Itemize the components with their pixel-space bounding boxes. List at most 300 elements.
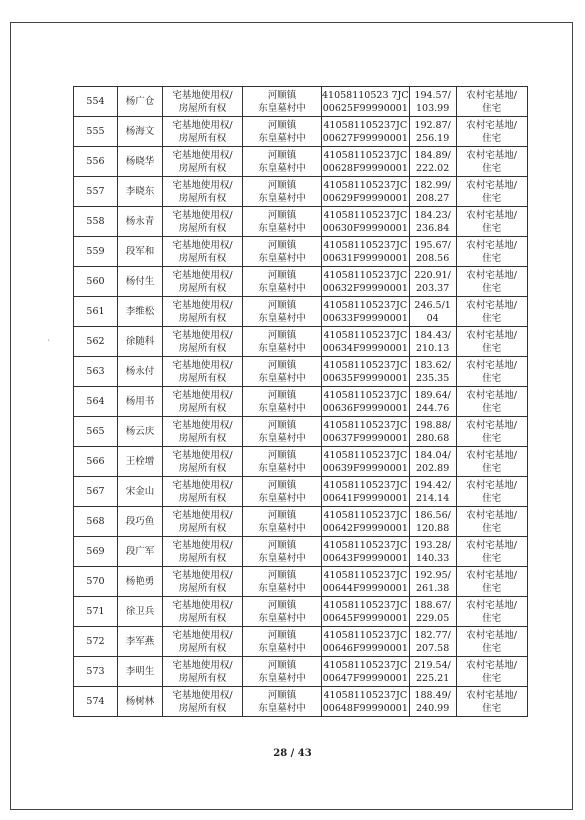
land-use-line: 农村宅基地/ <box>466 629 517 641</box>
land-use-line: 农村宅基地/ <box>466 419 517 431</box>
location-line: 东皇墓村中 <box>258 462 306 474</box>
land-use-line: 住宅 <box>482 432 502 444</box>
land-use-cell <box>456 87 527 117</box>
unit-code-line: 410581105237JC <box>323 449 408 461</box>
location-line: 河顺镇 <box>267 149 297 161</box>
unit-code-cell <box>322 477 410 507</box>
owner-name-cell: 杨永青 <box>118 207 163 237</box>
area-cell <box>409 627 456 657</box>
area-cell <box>409 597 456 627</box>
right-type-line: 房屋所有权 <box>178 192 227 204</box>
land-use-line: 住宅 <box>482 222 502 234</box>
location-cell <box>243 567 322 597</box>
unit-code-cell <box>322 207 410 237</box>
land-use-line: 农村宅基地/ <box>466 479 517 491</box>
location-cell <box>243 177 322 207</box>
row-number-cell: 561 <box>74 297 118 327</box>
unit-code-line: 00629F99990001 <box>322 192 408 204</box>
row-number-cell: 560 <box>74 267 118 297</box>
land-use-line: 住宅 <box>482 282 502 294</box>
land-use-line: 农村宅基地/ <box>466 599 517 611</box>
unit-code-cell <box>322 117 410 147</box>
unit-code-cell <box>322 537 410 567</box>
land-use-line: 农村宅基地/ <box>466 209 517 221</box>
area-line: 120.88 <box>416 522 450 534</box>
unit-code-line: 410581105237JC <box>323 629 408 641</box>
right-type-cell <box>163 87 243 117</box>
area-line: 194.57/ <box>414 89 451 101</box>
location-line: 河顺镇 <box>267 359 297 371</box>
location-line: 河顺镇 <box>267 539 297 551</box>
location-line: 东皇墓村中 <box>258 492 306 504</box>
right-type-line: 宅基地使用权/ <box>172 539 233 551</box>
area-cell <box>409 327 456 357</box>
location-line: 河顺镇 <box>267 599 297 611</box>
unit-code-line: 41058110523 7JC <box>322 89 409 101</box>
row-number-cell: 565 <box>74 417 118 447</box>
location-line: 东皇墓村中 <box>258 252 306 264</box>
location-line: 河顺镇 <box>267 479 297 491</box>
land-use-line: 住宅 <box>482 522 502 534</box>
right-type-cell <box>163 207 243 237</box>
land-use-cell <box>456 357 527 387</box>
right-type-line: 宅基地使用权/ <box>172 179 233 191</box>
unit-code-line: 410581105237JC <box>323 389 408 401</box>
right-type-cell <box>163 687 243 717</box>
land-use-cell <box>456 147 527 177</box>
location-cell <box>243 687 322 717</box>
land-use-cell <box>456 237 527 267</box>
area-line: 194.42/ <box>414 479 451 491</box>
unit-code-line: 00625F99990001 <box>322 102 408 114</box>
table-row <box>74 297 528 327</box>
location-line: 东皇墓村中 <box>258 132 306 144</box>
area-cell <box>409 687 456 717</box>
right-type-line: 宅基地使用权/ <box>172 209 233 221</box>
unit-code-line: 410581105237JC <box>323 569 408 581</box>
area-line: 183.62/ <box>414 359 451 371</box>
location-line: 东皇墓村中 <box>258 642 306 654</box>
owner-name-cell: 徐随科 <box>118 327 163 357</box>
location-cell <box>243 297 322 327</box>
right-type-line: 宅基地使用权/ <box>172 479 233 491</box>
row-number-cell: 571 <box>74 597 118 627</box>
area-line: 280.68 <box>416 432 450 444</box>
right-type-line: 宅基地使用权/ <box>172 329 233 341</box>
row-number-cell: 564 <box>74 387 118 417</box>
location-line: 东皇墓村中 <box>258 522 306 534</box>
land-use-line: 住宅 <box>482 102 502 114</box>
location-line: 河顺镇 <box>267 449 297 461</box>
right-type-cell <box>163 537 243 567</box>
unit-code-line: 00643F99990001 <box>322 552 408 564</box>
records-table <box>73 86 528 717</box>
unit-code-cell <box>322 357 410 387</box>
unit-code-cell <box>322 237 410 267</box>
unit-code-line: 00633F99990001 <box>322 312 408 324</box>
unit-code-line: 410581105237JC <box>323 359 408 371</box>
right-type-line: 房屋所有权 <box>178 312 227 324</box>
row-number-cell: 568 <box>74 507 118 537</box>
land-use-line: 住宅 <box>482 582 502 594</box>
location-cell <box>243 357 322 387</box>
row-number-cell: 562 <box>74 327 118 357</box>
location-line: 东皇墓村中 <box>258 372 306 384</box>
owner-name-cell: 杨海文 <box>118 117 163 147</box>
area-line: 229.05 <box>416 612 450 624</box>
row-number-cell: 554 <box>74 87 118 117</box>
unit-code-cell <box>322 657 410 687</box>
land-use-line: 农村宅基地/ <box>466 179 517 191</box>
unit-code-cell <box>322 387 410 417</box>
location-cell <box>243 537 322 567</box>
location-line: 东皇墓村中 <box>258 702 306 714</box>
area-line: 184.43/ <box>414 329 451 341</box>
right-type-cell <box>163 267 243 297</box>
unit-code-line: 410581105237JC <box>323 209 408 221</box>
right-type-line: 房屋所有权 <box>178 582 227 594</box>
land-use-line: 农村宅基地/ <box>466 389 517 401</box>
unit-code-cell <box>322 87 410 117</box>
area-line: 04 <box>426 312 439 324</box>
right-type-line: 宅基地使用权/ <box>172 89 233 101</box>
unit-code-line: 00631F99990001 <box>322 252 408 264</box>
right-type-line: 宅基地使用权/ <box>172 509 233 521</box>
area-line: 193.28/ <box>414 539 451 551</box>
right-type-line: 房屋所有权 <box>178 432 227 444</box>
location-line: 东皇墓村中 <box>258 432 306 444</box>
land-use-line: 农村宅基地/ <box>466 539 517 551</box>
land-use-cell <box>456 657 527 687</box>
area-cell <box>409 297 456 327</box>
location-line: 河顺镇 <box>267 119 297 131</box>
right-type-line: 房屋所有权 <box>178 342 227 354</box>
unit-code-line: 410581105237JC <box>323 659 408 671</box>
area-line: 188.49/ <box>414 689 451 701</box>
location-line: 河顺镇 <box>267 389 297 401</box>
area-line: 202.89 <box>416 462 450 474</box>
location-cell <box>243 387 322 417</box>
area-line: 261.38 <box>416 582 450 594</box>
land-use-line: 农村宅基地/ <box>466 359 517 371</box>
area-line: 103.99 <box>416 102 450 114</box>
row-number-cell: 569 <box>74 537 118 567</box>
land-use-line: 农村宅基地/ <box>466 689 517 701</box>
right-type-cell <box>163 177 243 207</box>
location-cell <box>243 207 322 237</box>
area-cell <box>409 117 456 147</box>
right-type-cell <box>163 447 243 477</box>
area-line: 184.04/ <box>414 449 451 461</box>
right-type-cell <box>163 327 243 357</box>
location-cell <box>243 117 322 147</box>
area-cell <box>409 417 456 447</box>
right-type-line: 房屋所有权 <box>178 552 227 564</box>
area-line: 220.91/ <box>414 269 451 281</box>
right-type-line: 房屋所有权 <box>178 612 227 624</box>
unit-code-cell <box>322 327 410 357</box>
area-cell <box>409 657 456 687</box>
owner-name-cell: 李明生 <box>118 657 163 687</box>
right-type-cell <box>163 237 243 267</box>
unit-code-line: 00635F99990001 <box>322 372 408 384</box>
table-row <box>74 267 528 297</box>
row-number-cell: 567 <box>74 477 118 507</box>
land-use-line: 农村宅基地/ <box>466 569 517 581</box>
land-use-line: 农村宅基地/ <box>466 299 517 311</box>
area-line: 192.87/ <box>414 119 451 131</box>
location-line: 东皇墓村中 <box>258 342 306 354</box>
right-type-line: 房屋所有权 <box>178 162 227 174</box>
location-cell <box>243 417 322 447</box>
unit-code-cell <box>322 627 410 657</box>
land-use-line: 农村宅基地/ <box>466 659 517 671</box>
land-use-line: 农村宅基地/ <box>466 509 517 521</box>
area-line: 240.99 <box>416 702 450 714</box>
land-use-line: 住宅 <box>482 162 502 174</box>
unit-code-line: 410581105237JC <box>323 599 408 611</box>
row-number-cell: 570 <box>74 567 118 597</box>
location-line: 东皇墓村中 <box>258 402 306 414</box>
area-cell <box>409 567 456 597</box>
land-use-line: 住宅 <box>482 342 502 354</box>
owner-name-cell: 段巧鱼 <box>118 507 163 537</box>
location-line: 河顺镇 <box>267 299 297 311</box>
location-line: 东皇墓村中 <box>258 162 306 174</box>
land-use-line: 住宅 <box>482 552 502 564</box>
land-use-line: 住宅 <box>482 702 502 714</box>
area-cell <box>409 477 456 507</box>
location-line: 河顺镇 <box>267 689 297 701</box>
unit-code-line: 410581105237JC <box>323 269 408 281</box>
land-use-line: 住宅 <box>482 402 502 414</box>
table-row <box>74 357 528 387</box>
right-type-line: 宅基地使用权/ <box>172 149 233 161</box>
location-line: 东皇墓村中 <box>258 282 306 294</box>
location-line: 东皇墓村中 <box>258 312 306 324</box>
land-use-cell <box>456 177 527 207</box>
owner-name-cell: 段广军 <box>118 537 163 567</box>
area-line: 203.37 <box>416 282 450 294</box>
unit-code-line: 00647F99990001 <box>322 672 408 684</box>
right-type-line: 宅基地使用权/ <box>172 659 233 671</box>
land-use-line: 住宅 <box>482 642 502 654</box>
unit-code-line: 00639F99990001 <box>322 462 408 474</box>
right-type-line: 房屋所有权 <box>178 372 227 384</box>
land-use-cell <box>456 387 527 417</box>
area-line: 195.67/ <box>414 239 451 251</box>
owner-name-cell: 王栓增 <box>118 447 163 477</box>
land-use-line: 农村宅基地/ <box>466 239 517 251</box>
owner-name-cell: 宋金山 <box>118 477 163 507</box>
area-line: 188.67/ <box>414 599 451 611</box>
unit-code-line: 410581105237JC <box>323 539 408 551</box>
right-type-line: 房屋所有权 <box>178 522 227 534</box>
owner-name-cell: 段军和 <box>118 237 163 267</box>
unit-code-line: 00642F99990001 <box>322 522 408 534</box>
right-type-line: 房屋所有权 <box>178 252 227 264</box>
land-use-cell <box>456 267 527 297</box>
unit-code-line: 00636F99990001 <box>322 402 408 414</box>
table-row <box>74 567 528 597</box>
unit-code-line: 410581105237JC <box>323 479 408 491</box>
owner-name-cell: 李晓东 <box>118 177 163 207</box>
right-type-cell <box>163 297 243 327</box>
unit-code-line: 410581105237JC <box>323 419 408 431</box>
land-use-line: 住宅 <box>482 462 502 474</box>
area-line: 219.54/ <box>414 659 451 671</box>
area-line: 186.56/ <box>414 509 451 521</box>
location-line: 河顺镇 <box>267 269 297 281</box>
location-line: 河顺镇 <box>267 239 297 251</box>
unit-code-cell <box>322 447 410 477</box>
table-row <box>74 507 528 537</box>
area-line: 235.35 <box>416 372 450 384</box>
right-type-line: 宅基地使用权/ <box>172 449 233 461</box>
right-type-cell <box>163 357 243 387</box>
land-use-cell <box>456 297 527 327</box>
unit-code-line: 00637F99990001 <box>322 432 408 444</box>
area-line: 214.14 <box>416 492 450 504</box>
right-type-line: 宅基地使用权/ <box>172 689 233 701</box>
owner-name-cell: 杨云庆 <box>118 417 163 447</box>
area-cell <box>409 447 456 477</box>
unit-code-line: 00632F99990001 <box>322 282 408 294</box>
right-type-cell <box>163 657 243 687</box>
location-line: 河顺镇 <box>267 89 297 101</box>
area-cell <box>409 237 456 267</box>
right-type-line: 宅基地使用权/ <box>172 419 233 431</box>
location-line: 东皇墓村中 <box>258 582 306 594</box>
owner-name-cell: 李维松 <box>118 297 163 327</box>
unit-code-cell <box>322 147 410 177</box>
unit-code-line: 00648F99990001 <box>322 702 408 714</box>
area-line: 182.99/ <box>414 179 451 191</box>
row-number-cell: 559 <box>74 237 118 267</box>
area-cell <box>409 507 456 537</box>
row-number-cell: 558 <box>74 207 118 237</box>
area-cell <box>409 207 456 237</box>
location-cell <box>243 597 322 627</box>
right-type-line: 房屋所有权 <box>178 402 227 414</box>
right-type-line: 房屋所有权 <box>178 492 227 504</box>
table-row <box>74 207 528 237</box>
area-line: 189.64/ <box>414 389 451 401</box>
area-line: 225.21 <box>416 672 450 684</box>
table-row <box>74 597 528 627</box>
owner-name-cell: 杨永付 <box>118 357 163 387</box>
owner-name-cell: 杨晓华 <box>118 147 163 177</box>
right-type-line: 宅基地使用权/ <box>172 269 233 281</box>
right-type-cell <box>163 507 243 537</box>
right-type-line: 宅基地使用权/ <box>172 119 233 131</box>
location-cell <box>243 87 322 117</box>
unit-code-line: 00644F99990001 <box>322 582 408 594</box>
location-cell <box>243 267 322 297</box>
land-use-line: 农村宅基地/ <box>466 449 517 461</box>
land-use-cell <box>456 447 527 477</box>
table-row <box>74 537 528 567</box>
table-row <box>74 687 528 717</box>
unit-code-cell <box>322 507 410 537</box>
owner-name-cell: 李军燕 <box>118 627 163 657</box>
land-use-line: 住宅 <box>482 672 502 684</box>
table-row <box>74 177 528 207</box>
land-use-line: 农村宅基地/ <box>466 119 517 131</box>
unit-code-cell <box>322 597 410 627</box>
location-line: 东皇墓村中 <box>258 552 306 564</box>
area-line: 198.88/ <box>414 419 451 431</box>
location-line: 河顺镇 <box>267 509 297 521</box>
location-line: 河顺镇 <box>267 209 297 221</box>
owner-name-cell: 杨用书 <box>118 387 163 417</box>
land-use-cell <box>456 687 527 717</box>
location-cell <box>243 627 322 657</box>
location-line: 河顺镇 <box>267 329 297 341</box>
right-type-line: 房屋所有权 <box>178 102 227 114</box>
area-line: 184.89/ <box>414 149 451 161</box>
location-line: 河顺镇 <box>267 419 297 431</box>
owner-name-cell: 杨树林 <box>118 687 163 717</box>
records-table-body <box>74 87 528 717</box>
location-cell <box>243 237 322 267</box>
table-row <box>74 147 528 177</box>
table-row <box>74 477 528 507</box>
right-type-cell <box>163 627 243 657</box>
table-row <box>74 387 528 417</box>
land-use-cell <box>456 627 527 657</box>
land-use-line: 农村宅基地/ <box>466 89 517 101</box>
table-row <box>74 87 528 117</box>
unit-code-line: 00634F99990001 <box>322 342 408 354</box>
land-use-line: 住宅 <box>482 372 502 384</box>
row-number-cell: 574 <box>74 687 118 717</box>
table-row <box>74 237 528 267</box>
row-number-cell: 555 <box>74 117 118 147</box>
right-type-line: 房屋所有权 <box>178 702 227 714</box>
land-use-line: 住宅 <box>482 132 502 144</box>
location-cell <box>243 327 322 357</box>
land-use-line: 住宅 <box>482 612 502 624</box>
margin-mark: ˋ <box>47 339 51 348</box>
table-row <box>74 657 528 687</box>
unit-code-line: 410581105237JC <box>323 239 408 251</box>
unit-code-line: 00641F99990001 <box>322 492 408 504</box>
unit-code-line: 00628F99990001 <box>322 162 408 174</box>
area-line: 256.19 <box>416 132 450 144</box>
table-row <box>74 627 528 657</box>
land-use-cell <box>456 567 527 597</box>
land-use-line: 农村宅基地/ <box>466 329 517 341</box>
row-number-cell: 563 <box>74 357 118 387</box>
location-cell <box>243 147 322 177</box>
land-use-cell <box>456 537 527 567</box>
land-use-cell <box>456 207 527 237</box>
right-type-line: 宅基地使用权/ <box>172 629 233 641</box>
area-cell <box>409 357 456 387</box>
area-line: 140.33 <box>416 552 450 564</box>
right-type-cell <box>163 477 243 507</box>
location-cell <box>243 507 322 537</box>
location-line: 东皇墓村中 <box>258 672 306 684</box>
right-type-line: 房屋所有权 <box>178 222 227 234</box>
unit-code-cell <box>322 687 410 717</box>
unit-code-line: 410581105237JC <box>323 689 408 701</box>
area-line: 236.84 <box>416 222 450 234</box>
page-number: 28 / 43 <box>273 748 312 759</box>
land-use-cell <box>456 417 527 447</box>
right-type-cell <box>163 387 243 417</box>
